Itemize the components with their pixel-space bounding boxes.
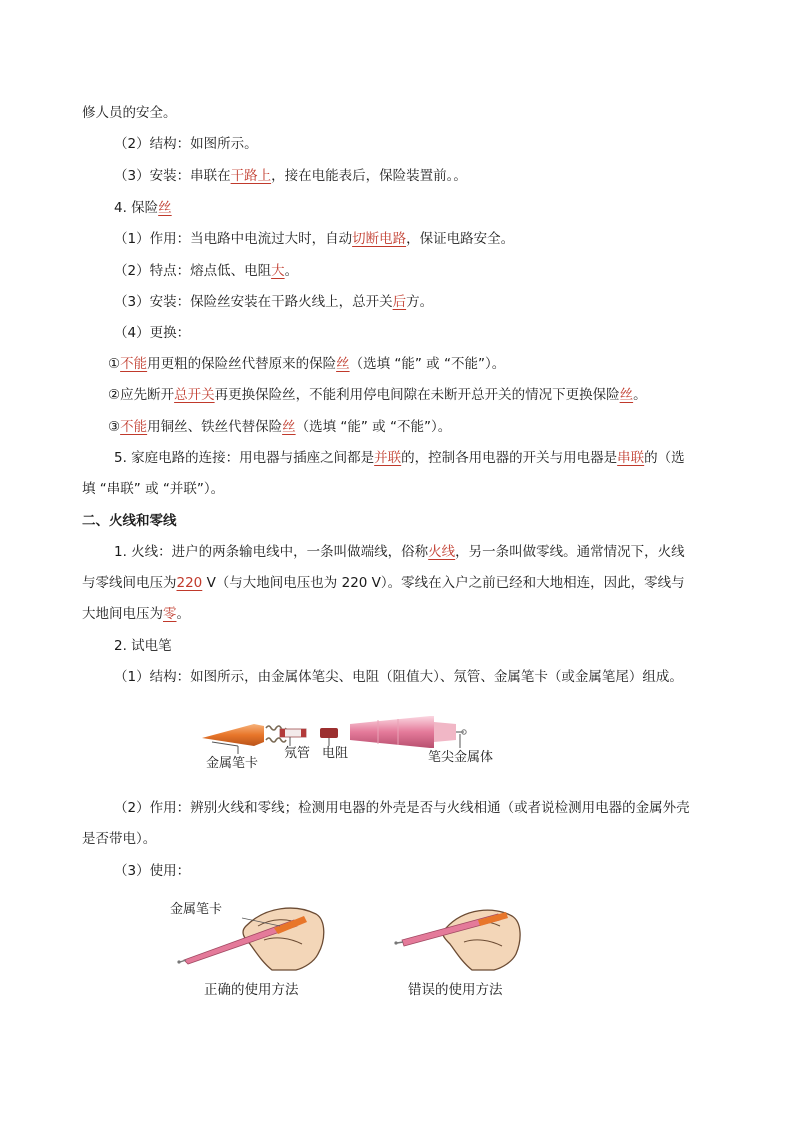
answer-blank: 火线 xyxy=(428,544,456,560)
text-line: 1. 火线：进户的两条输电线中，一条叫做端线，俗称火线，另一条叫做零线。通常情况下，火线 xyxy=(114,544,685,560)
text-line: 2. 试电笔 xyxy=(114,638,172,654)
text-line: （2）结构：如图所示。 xyxy=(114,136,258,152)
answer-blank: 串联 xyxy=(617,450,645,466)
text-line: （2）特点：熔点低、电阻大。 xyxy=(114,263,299,279)
test-pen-structure-figure xyxy=(198,708,518,778)
answer-blank: 不能 xyxy=(120,419,148,435)
label-metal-clip: 金属笔卡 xyxy=(206,756,259,771)
answer-blank: 丝 xyxy=(336,356,350,372)
label-metal-clip: 金属笔卡 xyxy=(170,902,223,917)
answer-blank: 丝 xyxy=(282,419,296,435)
hand-holding-pen-wrong-illustration xyxy=(394,900,534,972)
text-line: （3）安装：串联在干路上，接在电能表后，保险装置前。。 xyxy=(114,168,467,184)
text-line: （3）使用： xyxy=(114,863,191,879)
text-line: （3）安装：保险丝安装在干路火线上，总开关后方。 xyxy=(114,294,434,310)
answer-blank: 不能 xyxy=(120,356,148,372)
text-line: 与零线间电压为220 V（与大地间电压也为 220 V）。零线在入户之前已经和大地相连，因此，零线与 xyxy=(82,575,685,591)
answer-blank: 丝 xyxy=(619,387,634,403)
text-line: （2）作用：辨别火线和零线；检测用电器的外壳是否与火线相通（或者说检测用电器的金属外壳 xyxy=(114,800,690,816)
text-line: 修人员的安全。 xyxy=(82,105,177,121)
answer-blank: 220 xyxy=(176,575,203,591)
text-line: （4）更换： xyxy=(114,325,191,341)
wrong-usage-figure xyxy=(394,900,534,972)
text-line: ②应先断开总开关再更换保险丝，不能利用停电间隙在未断开总开关的情况下更换保险丝。 xyxy=(108,387,647,403)
text-line: 大地间电压为零。 xyxy=(82,606,190,622)
answer-blank: 切断电路 xyxy=(352,231,407,247)
answer-blank: 总开关 xyxy=(174,387,215,403)
answer-blank: 大 xyxy=(271,263,285,279)
label-resistor: 电阻 xyxy=(322,746,349,761)
text-line: ③不能用铜丝、铁丝代替保险丝（选填 “能” 或 “不能”）。 xyxy=(108,419,452,435)
text-line: 是否带电）。 xyxy=(82,831,157,847)
answer-blank: 并联 xyxy=(374,450,402,466)
label-neon-tube: 氖管 xyxy=(284,746,311,761)
text-line: （1）作用：当电路中电流过大时，自动切断电路，保证电路安全。 xyxy=(114,231,515,247)
correct-usage-figure xyxy=(170,896,336,972)
label-metal-tip: 笔尖金属体 xyxy=(428,750,494,765)
caption-correct-usage: 正确的使用方法 xyxy=(204,982,299,998)
text-line: 5. 家庭电路的连接：用电器与插座之间都是并联的，控制各用电器的开关与用电器是串联的（选 xyxy=(114,450,685,466)
answer-blank: 丝 xyxy=(158,200,172,216)
answer-blank: 后 xyxy=(392,294,407,310)
text-line: （1）结构：如图所示，由金属体笔尖、电阻（阻值大）、氖管、金属笔卡（或金属笔尾）组成。 xyxy=(114,669,683,685)
text-line: ①不能用更粗的保险丝代替原来的保险丝（选填 “能” 或 “不能”）。 xyxy=(108,356,506,372)
caption-wrong-usage: 错误的使用方法 xyxy=(408,982,503,998)
text-line: 填 “串联” 或 “并联”）。 xyxy=(82,481,225,497)
section-heading: 4. 保险丝 xyxy=(114,200,172,216)
answer-blank: 干路上 xyxy=(230,168,272,184)
answer-blank: 零 xyxy=(163,606,177,622)
section-heading: 二、火线和零线 xyxy=(82,513,177,529)
